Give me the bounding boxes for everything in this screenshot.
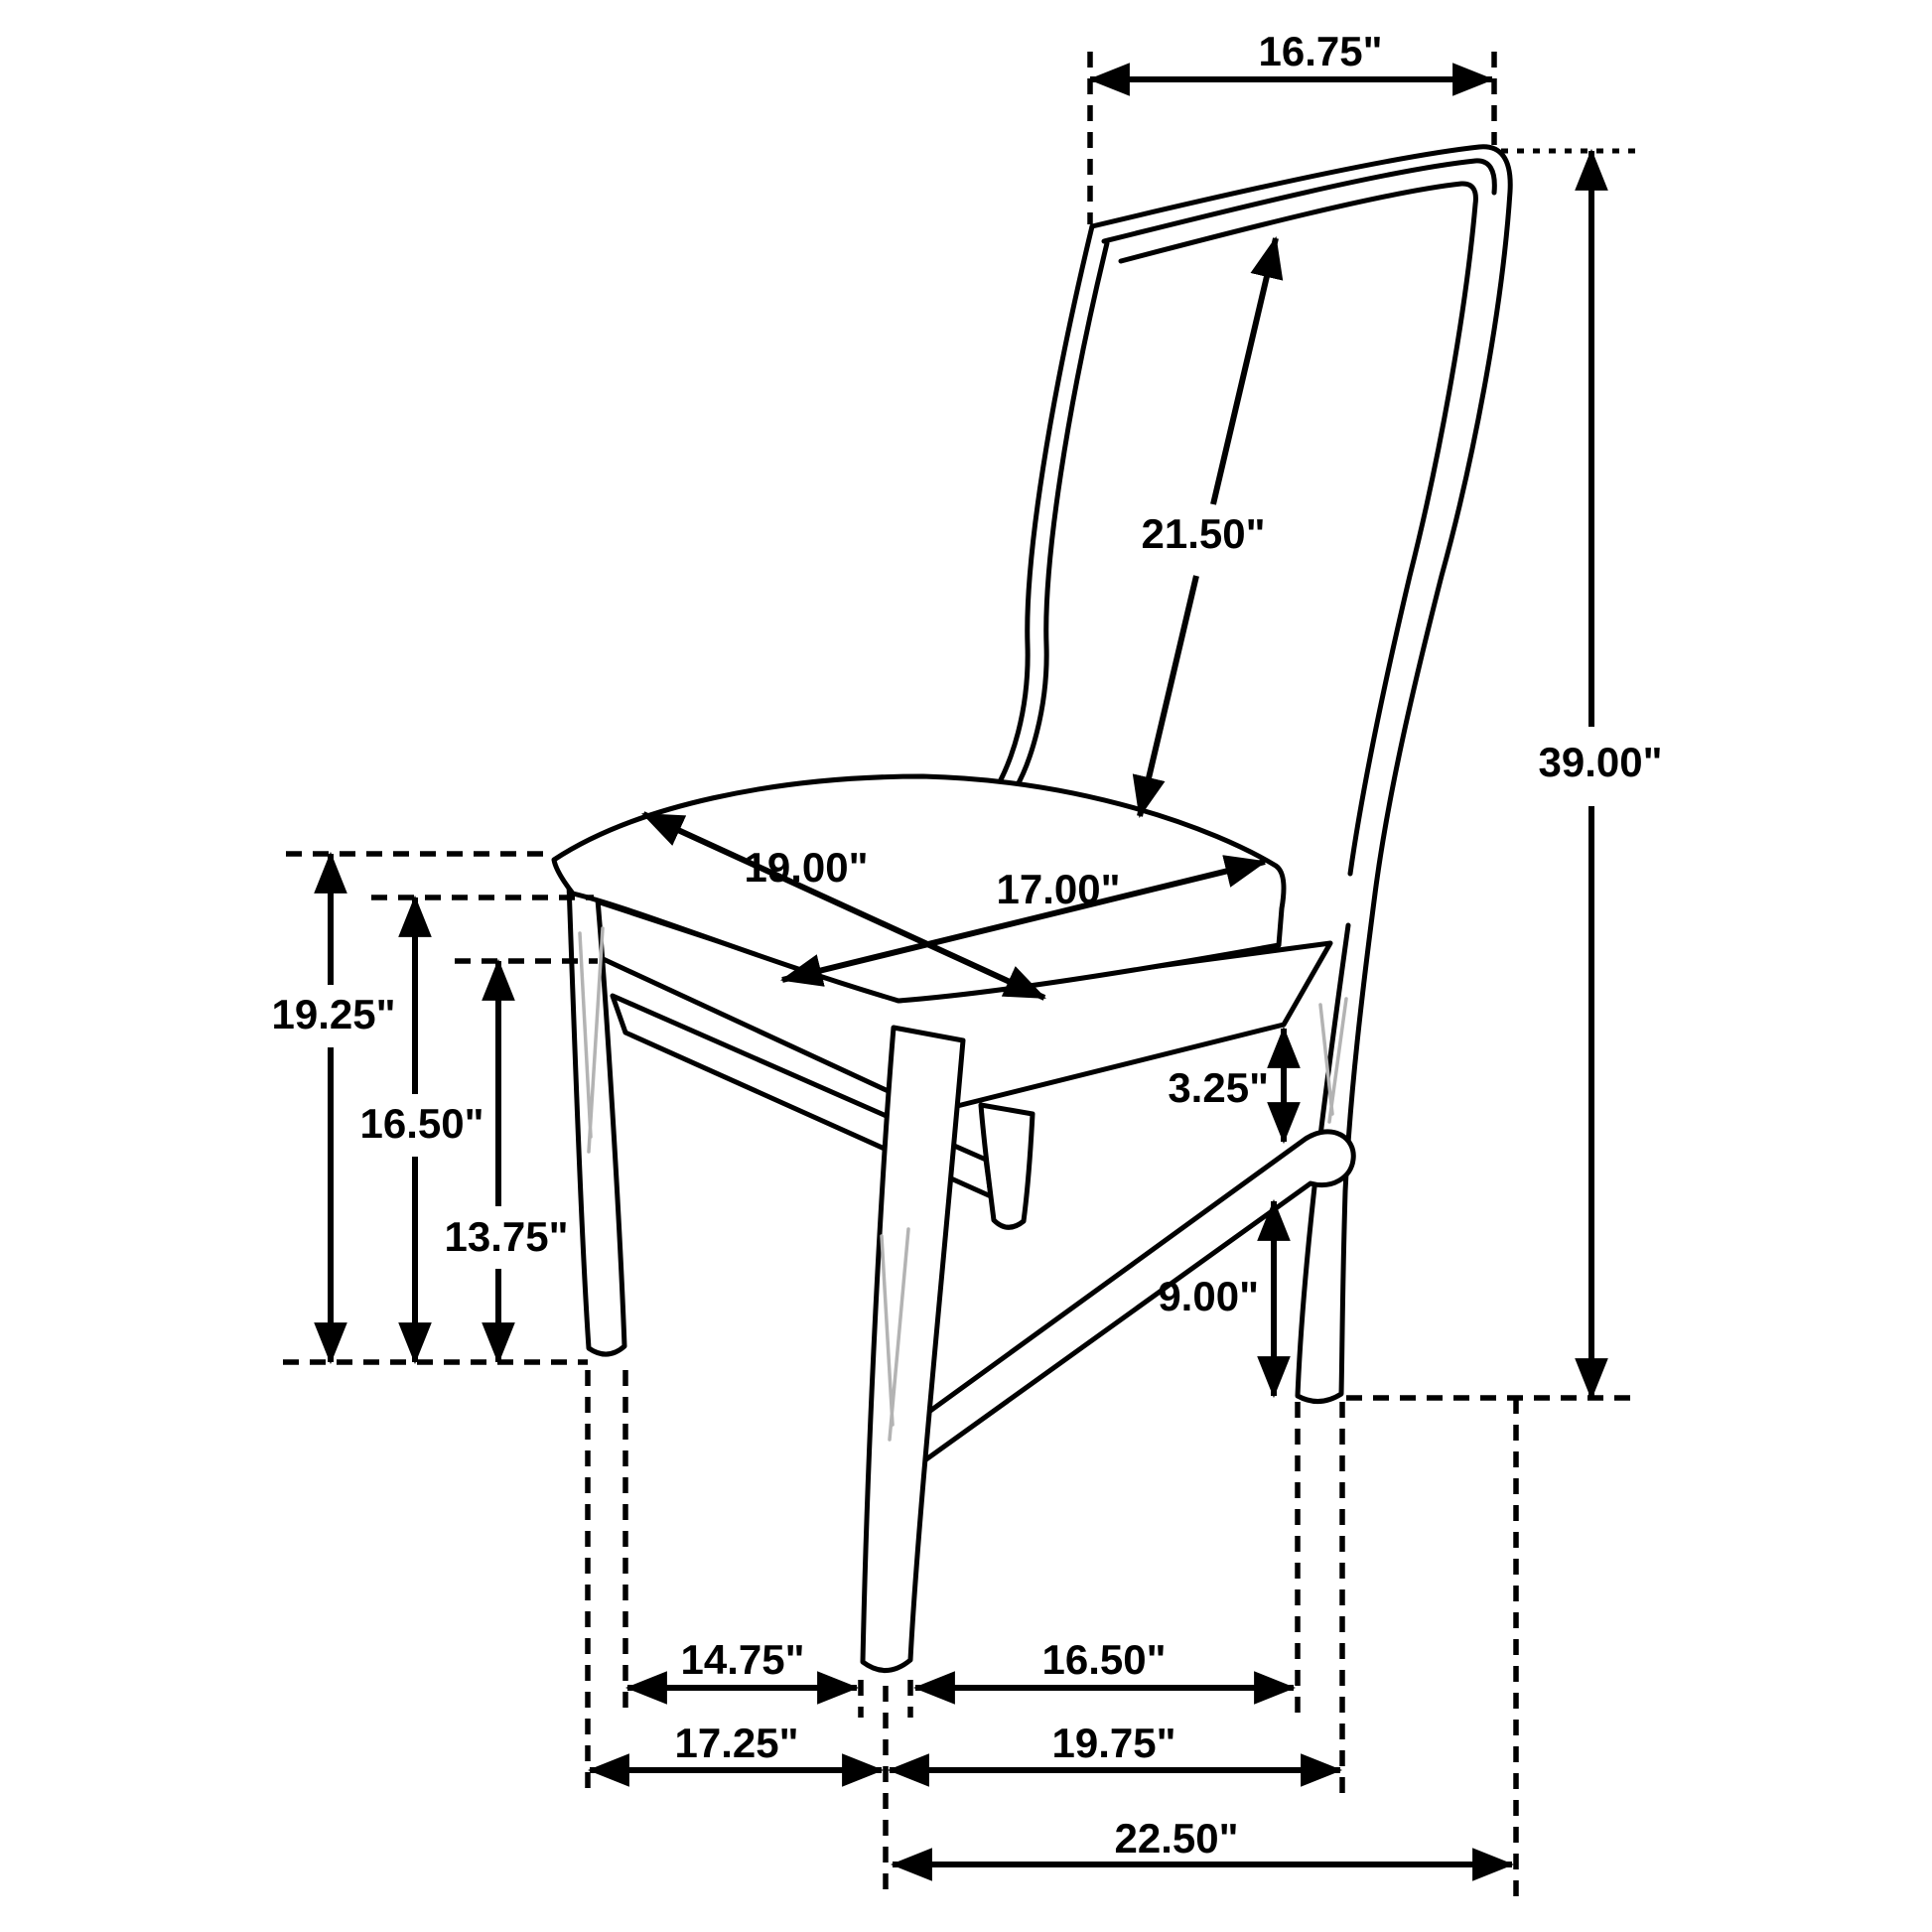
label-leg-to-rear-span: 16.50" <box>1041 1636 1167 1683</box>
backrest-outline <box>1092 147 1510 1402</box>
label-stretcher-height: 9.00" <box>1158 1273 1259 1319</box>
dim-line-backrest-diag-lower <box>1140 576 1196 816</box>
label-overall-depth: 22.50" <box>1114 1815 1239 1862</box>
label-front-leg-span: 14.75" <box>680 1636 805 1683</box>
label-seat-edge-height: 19.25" <box>271 991 396 1037</box>
label-apron-height: 13.75" <box>444 1213 569 1260</box>
dim-line-backrest-diag-upper <box>1213 238 1276 504</box>
label-seat-depth: 19.00" <box>744 844 869 891</box>
label-overall-height: 39.00" <box>1538 739 1663 785</box>
far-rear-leg <box>981 1105 1033 1227</box>
label-seat-width: 17.00" <box>996 866 1121 912</box>
dimension-annotations <box>271 28 1662 1898</box>
backrest-top-inner-line <box>1104 161 1494 241</box>
label-back-top-width: 16.75" <box>1258 28 1383 74</box>
label-front-depth: 17.25" <box>674 1720 799 1766</box>
label-rail-gap: 3.25" <box>1168 1064 1269 1111</box>
label-backrest-diag: 21.50" <box>1141 510 1266 557</box>
label-seat-front-height: 16.50" <box>359 1100 484 1147</box>
label-rear-depth: 19.75" <box>1051 1720 1176 1766</box>
backrest-front-inner-line <box>1016 243 1107 788</box>
